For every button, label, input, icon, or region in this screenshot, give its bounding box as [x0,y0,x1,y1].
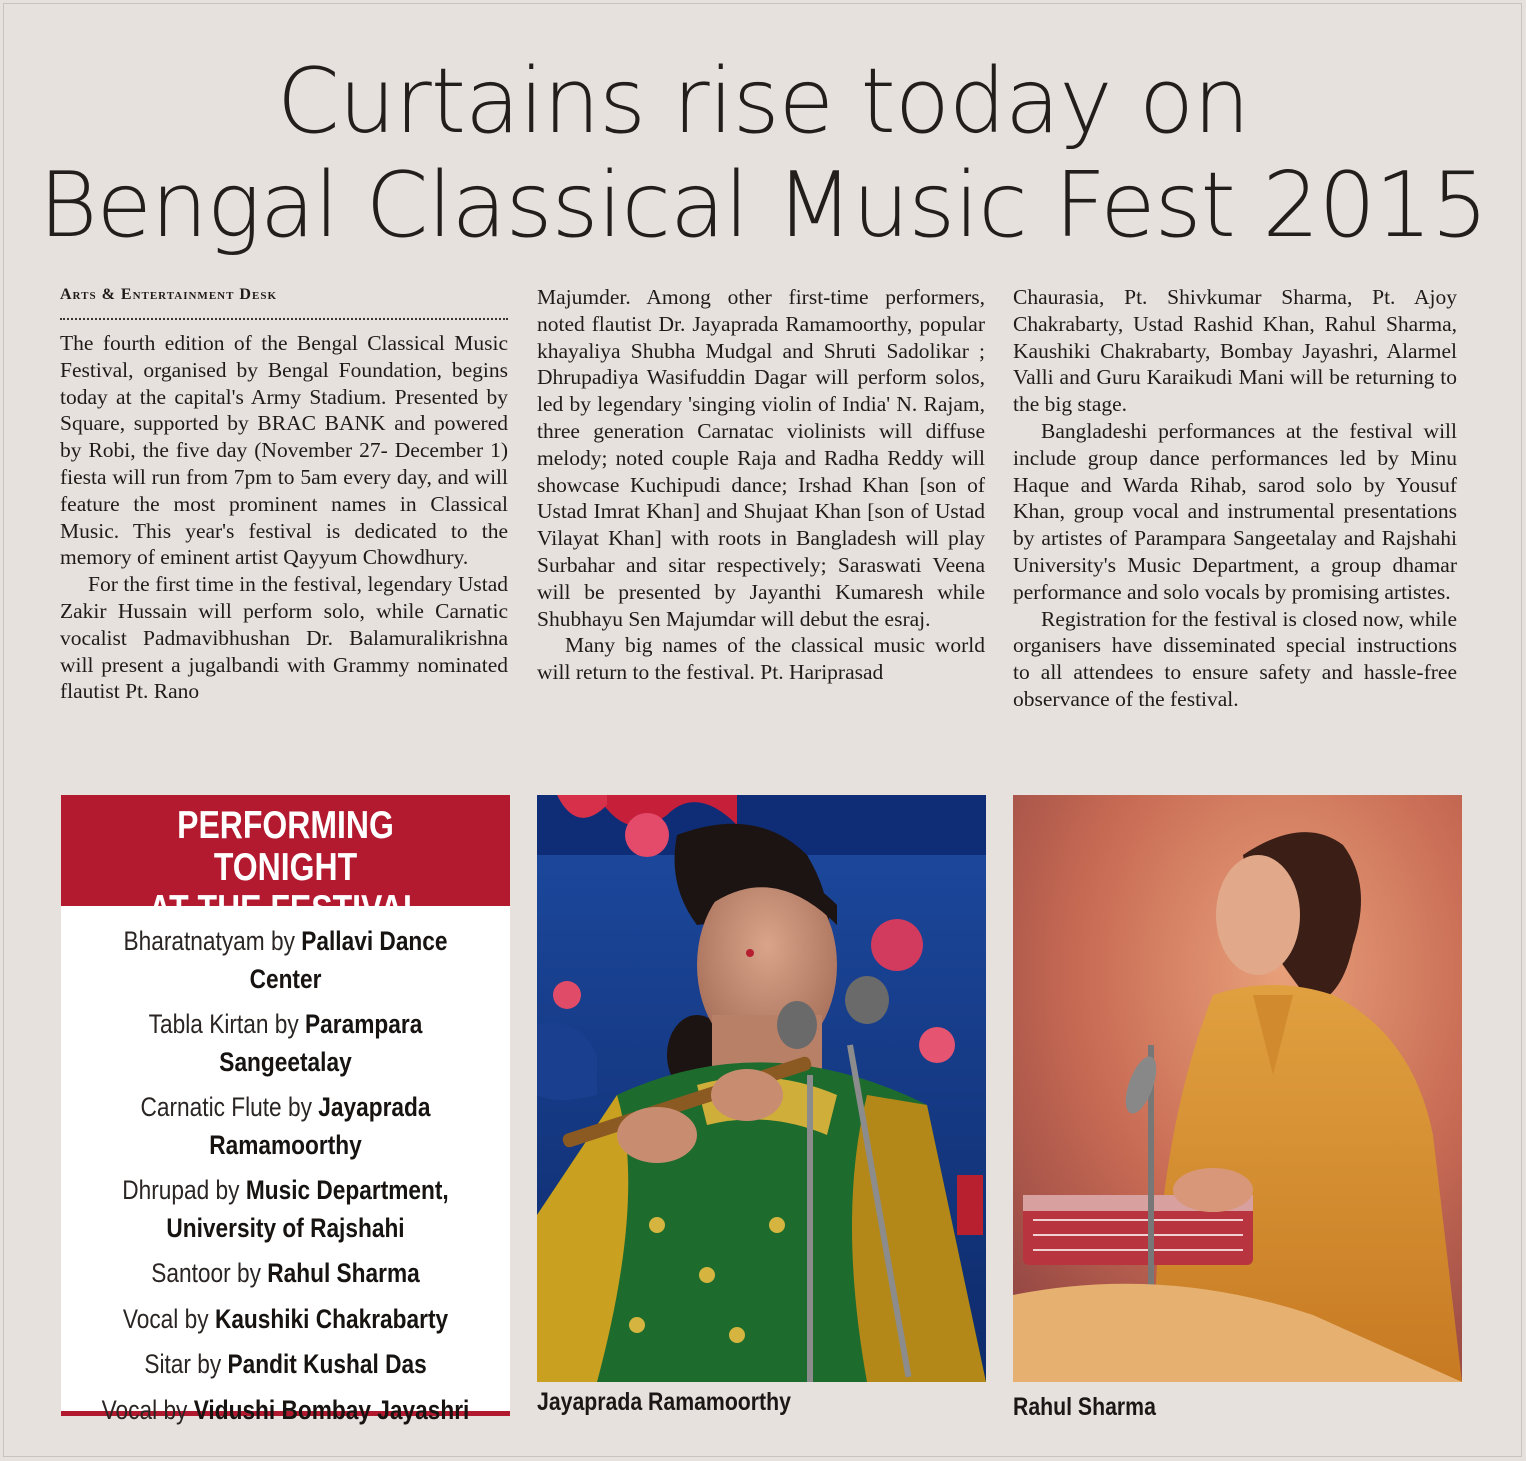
performer-item [61,1392,510,1430]
article-column-1 [60,284,508,705]
performer-genre: Vocal [101,1394,158,1425]
performer-line [97,1089,474,1127]
article-column-3 [1013,284,1457,713]
performer-by: by [215,1175,240,1205]
performer-item [61,1346,510,1384]
article-paragraph: For the first time in the festival, legendary Ustad Zakir Hussain will perform solo, while Carnatic vocalist Padmavibhushan Dr. Balamuralikrishna will present a jugalbandi with Grammy nominated flautist Pt. Rano [60,572,508,704]
performer-item [61,1255,510,1293]
performer-line [97,1392,474,1430]
performer-line [97,1006,474,1044]
byline: Arts & Entertainment Desk [60,286,277,303]
performer-genre: Sitar [144,1349,191,1379]
photo-caption-jayaprada [537,1388,836,1417]
flutist-photo-illustration [537,795,986,1382]
performer-by: by [287,1092,312,1122]
performer-by: by [184,1303,209,1334]
performer-item [61,923,510,998]
article-paragraph: Registration for the festival is closed now, while organisers have disseminated special instructions to all attendees to ensure safety and hassle-free observance of the festival. [1013,606,1457,711]
performer-by: by [197,1349,222,1379]
performer-artist-continued: Ramamoorthy [209,1129,362,1160]
performer-genre: Dhrupad [122,1175,210,1205]
performer-list [61,906,510,1429]
santoor-player-photo-illustration [1013,795,1462,1382]
performer-artist: Vidushi Bombay Jayashri [193,1394,470,1425]
performer-genre: Tabla Kirtan [148,1009,269,1039]
headline-line-1: Curtains rise today on [276,49,1250,154]
article-paragraph: Majumder. Among other first-time performers, noted flautist Dr. Jayaprada Ramamoorthy, popular khayaliya Shubha Mudgal and Shruti Sadolikar ; Dhrupadiya Wasifuddin Dagar will perform solos, led by legendary 'singing violin of India' N. Rajam, three generation Carnatac violinists will diffuse melody; noted couple Raja and Radha Reddy will showcase Kuchipudi dance; Irshad Khan [son of Ustad Imrat Khan] and Shujaat Khan [son of Ustad Vilayat Khan] with roots in Bangladesh will play Surbahar and sitar respectively; Saraswati Veena will be presented by Jayanthi Kumaresh while Shubhayu Sen Majumdar will debut the esraj. [537,285,985,631]
performer-line [97,1301,474,1339]
performing-tonight-header [61,795,510,931]
byline-divider [60,312,508,320]
performer-item [61,1006,510,1081]
photo-caption-rahul [1013,1393,1181,1422]
performer-artist-continued: Sangeetalay [219,1046,352,1077]
performing-title-line-1: PERFORMING TONIGHT [177,804,394,889]
article-paragraph: Bangladeshi performances at the festival will include group dance performances led by Minu Haque and Warda Rihab, sarod solo by Yousuf Khan, group vocal and instrumental presentations by artistes of Parampara Sangeetalay and Rajshahi University's Music Department, a group dhamar performance and solo vocals by promising artistes. [1013,418,1457,604]
performer-line [97,923,474,998]
photo-rahul-sharma [1013,795,1462,1382]
performer-by: by [270,926,295,956]
headline [0,50,1526,258]
headline-line-2: Bengal Classical Music Fest 2015 [38,153,1488,258]
performer-artist: Music Department, [245,1175,449,1205]
performing-title-line-2: AT THE FESTIVAL [148,888,423,931]
photo-jayaprada-ramamoorthy [537,795,986,1382]
caption-text: Jayaprada Ramamoorthy [537,1388,791,1416]
article-paragraph: Many big names of the classical music world will return to the festival. Pt. Hariprasad [537,633,985,685]
performer-item [61,1172,510,1247]
performer-line [97,1346,474,1384]
performer-genre: Vocal [122,1303,179,1334]
performing-tonight-box [61,795,510,1425]
performer-item [61,1301,510,1339]
performer-genre: Carnatic Flute [140,1092,282,1122]
performer-artist: Kaushiki Chakrabarty [214,1303,449,1334]
article-column-2 [537,284,985,686]
performer-line [97,1172,474,1210]
performer-artist: Pallavi Dance Center [249,926,448,994]
performer-artist: Pandit Kushal Das [227,1349,427,1379]
performer-by: by [274,1009,299,1039]
performer-artist-continued: University of Rajshahi [166,1212,405,1243]
performer-artist: Jayaprada [318,1092,431,1122]
article-paragraph: Chaurasia, Pt. Shivkumar Sharma, Pt. Ajoy Chakrabarty, Ustad Rashid Khan, Rahul Sharma, Kaushiki Chakrabarty, Bombay Jayashri, Alarmel Valli and Guru Karaikudi Mani will be returning to the big stage. [1013,285,1457,417]
caption-text: Rahul Sharma [1013,1393,1156,1421]
performer-by: by [163,1394,188,1425]
performer-genre: Santoor [151,1258,231,1288]
performer-artist: Rahul Sharma [267,1258,420,1288]
article-paragraph: The fourth edition of the Bengal Classical Music Festival, organised by Bengal Foundation, begins today at the capital's Army Stadium. Presented by Square, supported by BRAC BANK and powered by Robi, the five day (November 27- December 1) fiesta will run from 7pm to 5am every day, and will feature the most prominent names in Classical Music. This year's festival is dedicated to the memory of eminent artist Qayyum Chowdhury. [60,331,508,570]
performer-artist: Parampara [305,1009,423,1039]
performer-item [61,1089,510,1164]
performer-by: by [236,1258,261,1288]
performer-genre: Bharatnatyam [123,926,265,956]
performer-line [97,1255,474,1293]
